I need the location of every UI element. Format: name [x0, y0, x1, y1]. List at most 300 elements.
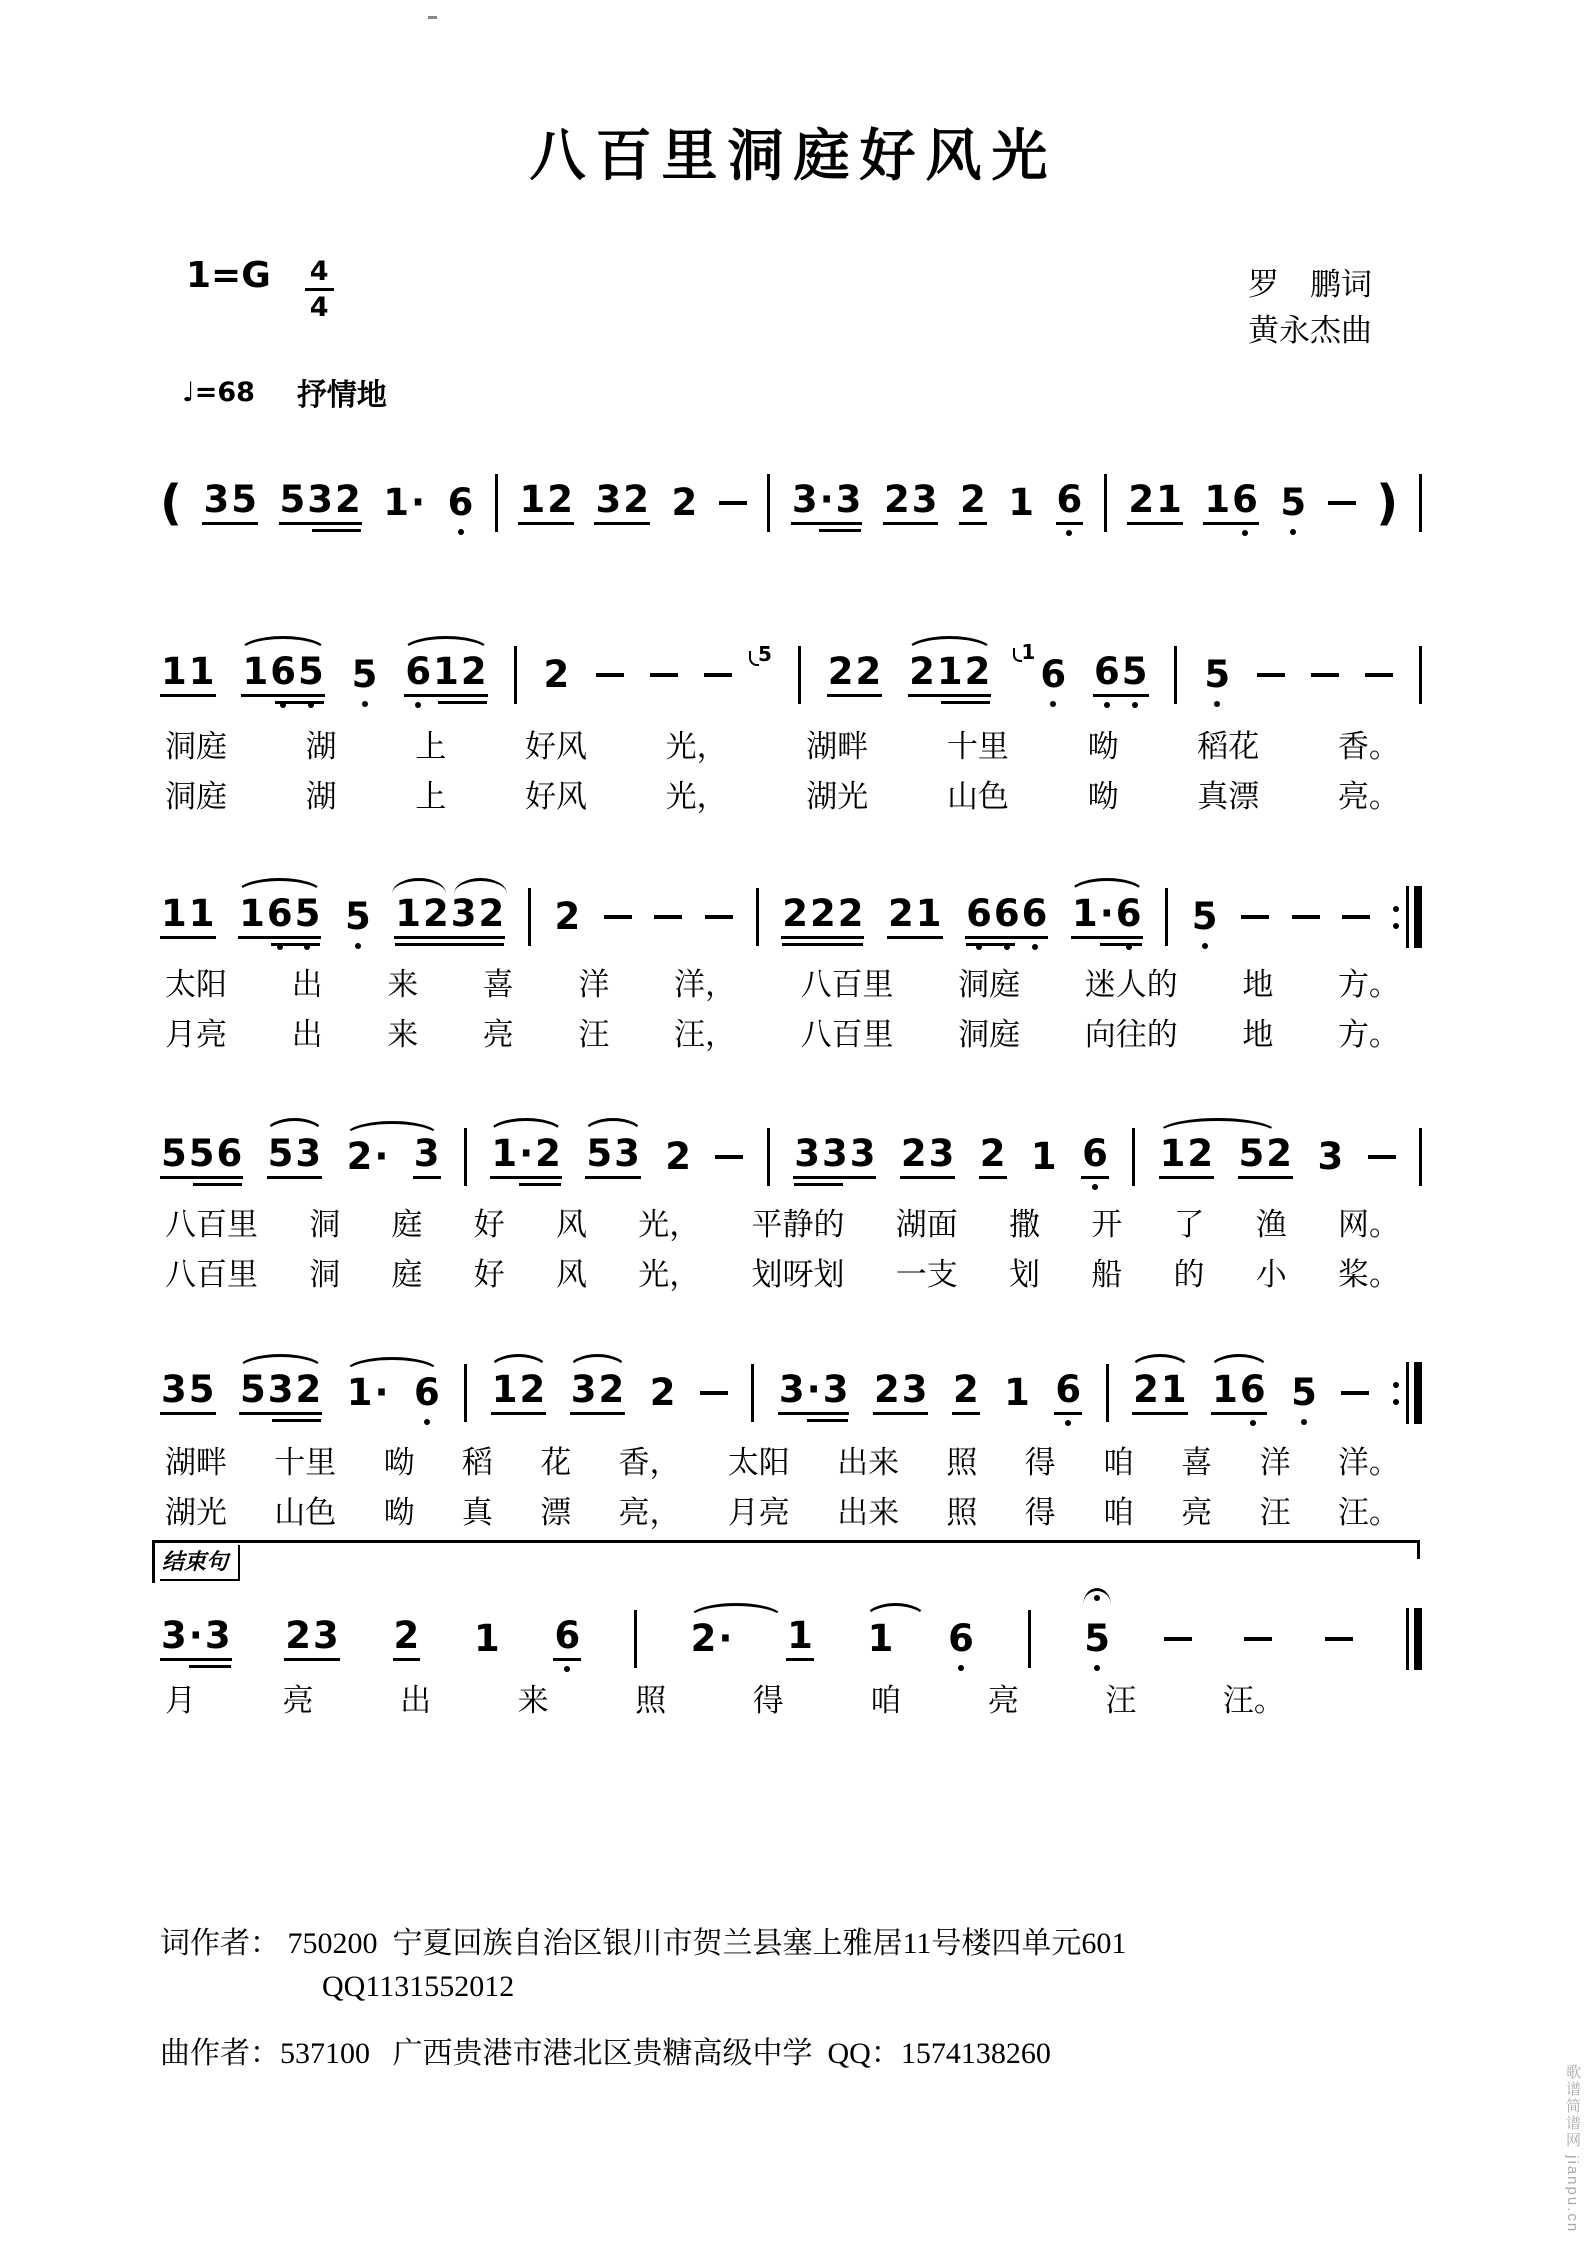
lyric-syllable: 汪 — [1105, 1683, 1137, 1718]
duration-dash — [1328, 501, 1356, 505]
note-digits — [553, 894, 581, 938]
note-digit: 1 — [395, 891, 422, 935]
note-digit: 6 — [1082, 1131, 1108, 1175]
lyric-syllable: 洋， — [673, 967, 736, 1002]
music-line-intro — [160, 468, 1422, 538]
barline — [1106, 1364, 1109, 1422]
note-digits — [160, 891, 216, 940]
lyric-syllable: 洞庭 — [958, 1017, 1021, 1052]
note-digits — [979, 1131, 1007, 1180]
music-line-2 — [160, 640, 1422, 710]
note-token — [1203, 477, 1259, 526]
lyric-syllable: 洋。 — [1337, 1445, 1400, 1480]
note-token — [447, 480, 475, 524]
lyric-syllable: 山色 — [946, 779, 1009, 814]
slur-arc — [688, 1603, 784, 1619]
note-token — [1030, 1134, 1058, 1178]
lyric-syllable: 咱 — [1102, 1495, 1134, 1530]
duration-dash — [1257, 673, 1285, 677]
barline — [634, 1610, 637, 1668]
note-digit: 6 — [216, 1131, 243, 1175]
note-digit: 3 — [821, 1131, 848, 1175]
note-token — [979, 1131, 1007, 1180]
lyric-syllable: 喜 — [1181, 1445, 1213, 1480]
slur-arc — [239, 636, 326, 652]
note-token — [965, 891, 1048, 940]
note-digit: 2 — [665, 1134, 691, 1178]
time-signature-numerator: 4 — [305, 258, 334, 291]
note-digit: · — [374, 1370, 389, 1414]
note-token — [952, 1367, 980, 1416]
note-digits — [238, 891, 321, 940]
second-beam — [438, 701, 487, 704]
second-beam — [395, 943, 504, 946]
lyric-syllable: 洞 — [309, 1257, 341, 1292]
lyric-syllable: 稻花 — [1197, 729, 1260, 764]
note-digit: 2 — [649, 1370, 676, 1414]
note-digits — [1159, 1131, 1215, 1180]
slur-arc — [1209, 1354, 1269, 1370]
note-digit: 3 — [204, 1613, 231, 1657]
note-digit: 2 — [690, 1616, 717, 1660]
note-token — [1071, 891, 1143, 940]
note-digit: 3 — [595, 477, 622, 521]
tempo-row — [182, 370, 387, 414]
barline — [495, 474, 498, 532]
note-digit: 2 — [671, 480, 698, 524]
note-digit: 5 — [294, 891, 321, 935]
note-digits — [1203, 477, 1259, 526]
note-digit: 2 — [535, 1131, 561, 1175]
barline — [464, 1364, 467, 1422]
note-token — [947, 1616, 975, 1660]
thin-barline — [1406, 1608, 1409, 1670]
note-token — [202, 477, 258, 526]
lyric-syllable: 照 — [635, 1683, 667, 1718]
note-digit: 5 — [161, 1131, 187, 1175]
note-digits — [344, 894, 372, 938]
note-digits — [900, 1131, 956, 1180]
note-digit: · — [1099, 891, 1114, 935]
note-digits — [1203, 652, 1231, 696]
lyric-syllable: 亮。 — [1337, 779, 1400, 814]
note-token — [518, 477, 574, 526]
lyric-syllable: 照 — [946, 1445, 978, 1480]
note-digit: 5 — [1204, 652, 1231, 696]
note-digit: 3 — [835, 477, 862, 521]
lyric-syllable: 得 — [1024, 1445, 1056, 1480]
lyric-row — [165, 1206, 1400, 1243]
lyric-syllable: 桨。 — [1338, 1257, 1400, 1292]
slur-arc — [1130, 1354, 1190, 1370]
note-digits — [690, 1616, 734, 1660]
note-digits — [873, 1367, 929, 1416]
lyric-syllable: 洞庭 — [165, 779, 227, 814]
lyric-syllable: 撒 — [1009, 1207, 1040, 1242]
note-digit: 6 — [405, 649, 432, 693]
lyric-syllable: 亮 — [282, 1683, 314, 1718]
lyric-syllable: 月亮 — [727, 1495, 790, 1530]
note-digits — [1132, 1367, 1188, 1416]
note-digit: 6 — [993, 891, 1020, 935]
time-signature-denominator: 4 — [309, 292, 329, 323]
note-token — [1003, 1370, 1031, 1414]
song-title: 八百里洞庭好风光 — [529, 126, 1058, 188]
note-digit: 1 — [491, 1367, 518, 1411]
note-digits — [413, 1131, 441, 1180]
note-digits — [786, 1613, 814, 1662]
lyric-syllable: 月亮 — [165, 1017, 227, 1052]
note-token — [553, 894, 581, 938]
note-token — [346, 1370, 390, 1414]
note-digit: 2 — [964, 649, 991, 693]
note-digits — [1083, 1616, 1111, 1660]
note-digit: 5 — [188, 1367, 215, 1411]
note-digit: 1 — [1008, 480, 1034, 524]
second-beam — [794, 1183, 843, 1186]
lyric-syllable: 亮 — [1181, 1495, 1213, 1530]
second-beam — [189, 1665, 231, 1668]
note-digit: 5 — [351, 652, 378, 696]
lyric-syllable: 向往的 — [1084, 1017, 1178, 1052]
note-token — [883, 477, 939, 526]
note-digit: 3 — [413, 1131, 440, 1175]
note-digit: 2 — [393, 1613, 420, 1657]
slur-arc — [392, 878, 445, 894]
duration-dash — [704, 673, 732, 677]
note-digits — [1081, 1131, 1109, 1180]
note-token — [239, 1367, 322, 1416]
lyric-syllable: 亮 — [482, 1017, 514, 1052]
note-token — [1203, 652, 1231, 696]
time-signature — [305, 258, 334, 321]
lyric-syllable: 一支 — [895, 1257, 958, 1292]
lyric-syllable: 光， — [638, 1207, 701, 1242]
duration-dash — [654, 915, 682, 919]
note-token — [867, 1616, 895, 1660]
duration-dash — [715, 1155, 743, 1159]
note-digit: 1 — [239, 891, 265, 935]
lyricist-qq-line: QQ1131552012 — [322, 1970, 515, 2003]
duration-dash — [700, 1391, 728, 1395]
note-digit: 6 — [1021, 891, 1048, 935]
note-token — [690, 1616, 734, 1660]
note-digit: 3 — [901, 1367, 928, 1411]
lyric-syllable: 渔 — [1255, 1207, 1287, 1242]
note-digits — [952, 1367, 980, 1416]
note-digit: 2 — [782, 891, 808, 935]
note-digit: · — [374, 1134, 389, 1178]
slur-arc — [237, 1354, 324, 1370]
note-digit: 5 — [279, 477, 306, 521]
barline — [767, 474, 770, 532]
duration-dash — [604, 915, 632, 919]
note-digit: 6 — [414, 1370, 440, 1414]
barline — [751, 1364, 754, 1422]
lyric-syllable: 的 — [1173, 1257, 1205, 1292]
note-digit: 2 — [873, 1367, 900, 1411]
note-digits — [1003, 1370, 1031, 1414]
note-digits — [351, 652, 379, 696]
note-digit: 3 — [295, 1131, 322, 1175]
lyric-syllable: 船 — [1091, 1257, 1123, 1292]
note-token — [1279, 480, 1307, 524]
note-digit: 1 — [936, 649, 963, 693]
note-digit: 6 — [554, 1613, 581, 1657]
note-digit: 3 — [822, 1367, 849, 1411]
note-digit: 3 — [161, 1367, 187, 1411]
note-digits — [827, 649, 883, 698]
lyric-syllable: 上 — [415, 729, 447, 764]
note-token — [160, 1131, 243, 1180]
slur-arc — [1069, 878, 1145, 894]
note-digit: · — [188, 1613, 203, 1657]
note-digits — [664, 1134, 692, 1178]
note-digit: 1 — [787, 1613, 813, 1657]
lyric-syllable: 十里 — [946, 729, 1009, 764]
note-digit: 6 — [966, 891, 992, 935]
note-token — [279, 477, 362, 526]
note-digit: 5 — [1191, 894, 1218, 938]
duration-dash — [1341, 1391, 1369, 1395]
note-digit: 1 — [1204, 477, 1231, 521]
lyric-syllable: 迷人的 — [1084, 967, 1178, 1002]
note-digit: 3 — [794, 1131, 820, 1175]
lyric-syllable: 洞 — [309, 1207, 341, 1242]
music-line-4 — [160, 1122, 1422, 1192]
lyric-syllable: 出 — [291, 967, 323, 1002]
barline — [756, 888, 759, 946]
note-digit: 2 — [888, 891, 914, 935]
lyric-syllable: 开 — [1091, 1207, 1123, 1242]
note-digit: 5 — [1121, 649, 1148, 693]
note-digits — [160, 1613, 232, 1662]
lyric-syllable: 出来 — [837, 1495, 900, 1530]
note-digit: · — [819, 477, 834, 521]
expression-marking: 抒情地 — [296, 379, 387, 412]
fermata-mark — [1083, 1588, 1111, 1605]
parenthesis: ) — [1376, 475, 1399, 531]
note-digit: 1 — [383, 480, 410, 524]
note-digit: 6 — [1056, 477, 1083, 521]
note-token — [404, 649, 487, 698]
note-token — [959, 477, 987, 526]
second-beam — [782, 943, 863, 946]
lyric-syllable: 照 — [946, 1495, 978, 1530]
lyric-syllable: 湖畔 — [806, 729, 869, 764]
note-digits — [284, 1613, 340, 1662]
second-beam — [807, 1419, 849, 1422]
note-digit: 3 — [911, 477, 938, 521]
note-digits — [1093, 649, 1149, 698]
lyric-syllable: 出 — [291, 1017, 323, 1052]
note-digit: 6 — [1040, 652, 1067, 696]
note-token — [1132, 1367, 1188, 1416]
repeat-dots — [1393, 906, 1399, 929]
note-token — [1021, 639, 1067, 696]
note-digit: 3 — [849, 1131, 876, 1175]
lyric-syllable: 呦 — [1087, 729, 1119, 764]
note-digit: 3 — [1317, 1134, 1344, 1178]
note-digits — [965, 891, 1048, 940]
note-digit: 1 — [161, 649, 187, 693]
duration-dash — [1365, 673, 1393, 677]
note-token — [382, 480, 426, 524]
grace-note: 5 — [757, 642, 772, 666]
repeat-dot — [1393, 1399, 1399, 1405]
lyric-syllable: 八百里 — [165, 1257, 258, 1292]
thick-barline — [1414, 1362, 1422, 1424]
note-digits — [160, 1131, 243, 1180]
composer-credit: 黄永杰曲 — [1248, 313, 1372, 348]
note-digits — [241, 649, 324, 698]
barline — [1174, 646, 1177, 704]
key-time-row — [186, 255, 334, 323]
second-beam — [275, 701, 324, 704]
second-beam — [193, 1183, 242, 1186]
note-digits — [346, 1134, 390, 1178]
lyric-syllable: 上 — [415, 779, 447, 814]
note-token — [238, 891, 321, 940]
page-top-mark — [428, 16, 437, 19]
note-digit: 1 — [1030, 1134, 1057, 1178]
lyric-syllable: 汪， — [673, 1017, 736, 1052]
second-beam — [966, 943, 1015, 946]
note-digit: · — [411, 480, 426, 524]
note-digits — [791, 477, 863, 526]
note-digit: 5 — [267, 1131, 294, 1175]
lyric-syllable: 网。 — [1338, 1207, 1400, 1242]
note-digit: 3 — [313, 1613, 339, 1657]
lyric-row — [165, 966, 1400, 1003]
note-digits — [160, 1367, 216, 1416]
lyric-syllable: 八百里 — [165, 1207, 258, 1242]
second-beam — [519, 1183, 561, 1186]
lyric-syllable: 了 — [1173, 1207, 1205, 1242]
note-digit: 2 — [285, 1613, 312, 1657]
tempo-marking: ♩=68 — [182, 376, 255, 408]
duration-dash — [1241, 915, 1269, 919]
lyric-syllable: 汪 — [578, 1017, 610, 1052]
note-digits — [542, 652, 570, 696]
barline — [798, 646, 801, 704]
second-beam — [271, 943, 320, 946]
note-digits — [959, 477, 987, 526]
note-digit: 2 — [809, 891, 836, 935]
note-digit: 1 — [473, 1616, 500, 1660]
lyric-syllable: 来 — [517, 1683, 549, 1718]
note-digit: 3 — [614, 1131, 640, 1175]
note-digits — [1127, 477, 1183, 526]
note-digit: 5 — [1291, 1370, 1317, 1414]
note-digit: 2 — [900, 1131, 927, 1175]
lyric-syllable: 出来 — [837, 1445, 900, 1480]
lyric-syllable: 咱 — [1102, 1445, 1134, 1480]
note-digits — [1039, 652, 1067, 696]
lyric-row — [165, 1256, 1400, 1293]
lyric-syllable: 平静的 — [751, 1207, 845, 1242]
note-digit: 5 — [586, 1131, 613, 1175]
lyricist-contact-line: 词作者： 750200 宁夏回族自治区银川市贺兰县塞上雅居11号楼四单元601 — [160, 1927, 1127, 1960]
note-token — [1093, 649, 1149, 698]
note-token — [1054, 1367, 1082, 1416]
note-digit: 1 — [1159, 1131, 1186, 1175]
lyric-syllable: 湖光 — [806, 779, 869, 814]
slur-arc — [402, 636, 489, 652]
key-signature: 1=G — [186, 255, 271, 296]
note-digit: 1 — [1156, 477, 1182, 521]
barline — [1104, 474, 1107, 532]
note-digit: 1 — [242, 649, 269, 693]
lyric-syllable: 呦 — [383, 1445, 415, 1480]
note-token — [490, 1131, 562, 1180]
thick-barline — [1414, 886, 1422, 948]
duration-dash — [1164, 1637, 1192, 1641]
note-token — [160, 1367, 216, 1416]
note-digit: 2 — [547, 477, 573, 521]
note-digit: 3 — [778, 1367, 805, 1411]
note-digit: 5 — [1084, 1616, 1111, 1660]
note-digit: 2 — [346, 1134, 373, 1178]
lyric-row — [165, 1016, 1400, 1053]
note-token — [160, 1613, 232, 1662]
lyric-syllable: 湖 — [305, 779, 337, 814]
barline — [528, 888, 531, 946]
note-digit: 2 — [1133, 1367, 1159, 1411]
thin-barline — [1406, 1362, 1409, 1424]
note-token — [553, 1613, 581, 1662]
lyric-row — [165, 778, 1400, 815]
note-digit: 6 — [266, 891, 293, 935]
note-digits — [1056, 477, 1084, 526]
note-digits — [239, 1367, 322, 1416]
note-token — [1056, 477, 1084, 526]
barline — [1028, 1610, 1031, 1668]
note-digits — [908, 649, 991, 698]
note-digits — [473, 1616, 501, 1660]
note-digit: 2 — [543, 652, 570, 696]
lyric-syllable: 汪。 — [1222, 1683, 1285, 1718]
repeat-end-barline — [1393, 1362, 1422, 1424]
note-digits — [491, 1367, 547, 1416]
lyric-syllable: 洋 — [1259, 1445, 1291, 1480]
lyric-row — [165, 1444, 1400, 1481]
note-digit: 2 — [423, 891, 449, 935]
note-token — [1083, 1616, 1111, 1660]
note-token — [827, 649, 883, 698]
lyric-syllable: 亮， — [618, 1495, 681, 1530]
lyric-syllable: 来 — [387, 967, 419, 1002]
note-digit: 1 — [867, 1616, 894, 1660]
note-digits — [649, 1370, 677, 1414]
duration-dash — [650, 673, 678, 677]
note-digit: 6 — [1239, 1367, 1266, 1411]
lyric-syllable: 香。 — [1337, 729, 1400, 764]
lyric-syllable: 十里 — [274, 1445, 337, 1480]
note-token — [671, 480, 699, 524]
lyric-syllable: 汪 — [1259, 1495, 1291, 1530]
lyric-syllable: 喜 — [482, 967, 514, 1002]
note-digit: 2 — [1128, 477, 1155, 521]
final-barline — [1406, 1608, 1422, 1670]
note-token — [778, 1367, 850, 1416]
note-token — [781, 891, 864, 940]
lyric-syllable: 月 — [165, 1683, 196, 1718]
note-digit: 1 — [161, 891, 187, 935]
note-digit: 2 — [519, 1367, 546, 1411]
note-token — [267, 1131, 323, 1180]
note-digit: 1 — [188, 649, 215, 693]
